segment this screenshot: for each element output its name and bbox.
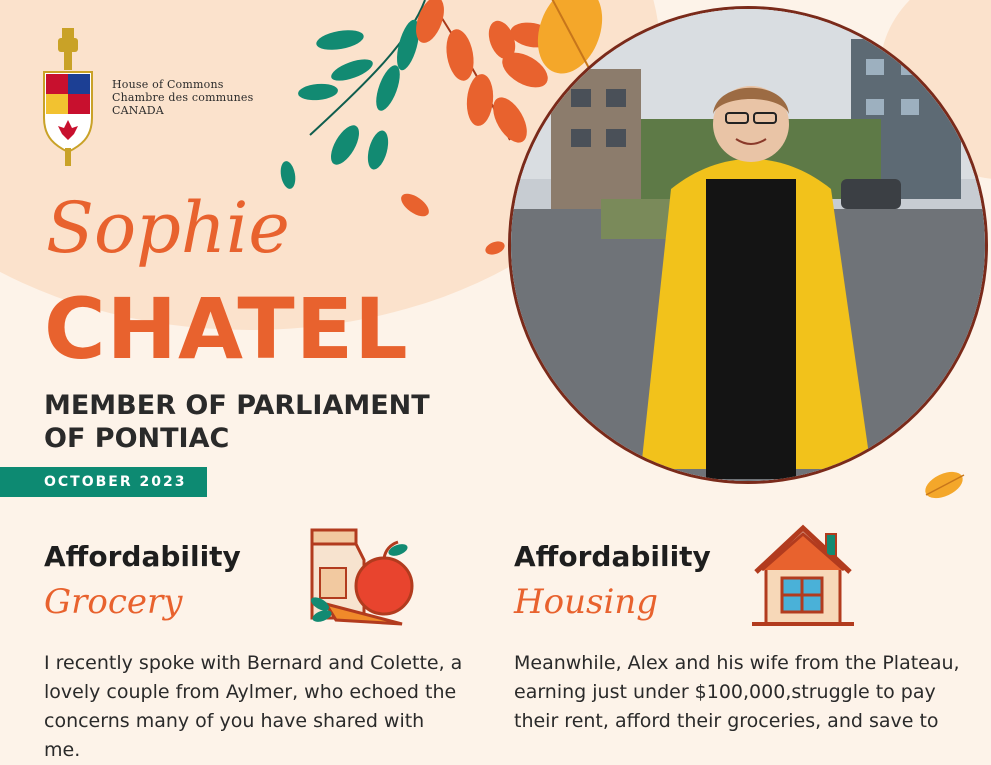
falling-leaf-icon xyxy=(484,239,507,257)
body-line: lovely couple from Aylmer, who echoed the xyxy=(44,681,457,703)
section-body-grocery xyxy=(44,649,464,765)
body-line: their rent, afford their groceries, and save to xyxy=(514,710,939,732)
body-line: earning just under $100,000,struggle to pay xyxy=(514,681,936,703)
member-first-name: Sophie xyxy=(46,187,290,269)
organization-name xyxy=(112,78,253,117)
photo-illustration xyxy=(511,9,988,484)
title-line-2: OF PONTIAC xyxy=(44,423,230,454)
org-line-english: House of Commons xyxy=(112,78,224,91)
member-title xyxy=(44,389,430,455)
member-photo xyxy=(508,6,988,484)
section-subheading-housing: Housing xyxy=(514,582,659,622)
section-subheading-grocery: Grocery xyxy=(44,582,183,622)
coat-of-arms-icon xyxy=(40,28,96,166)
falling-leaf-icon xyxy=(397,189,432,220)
section-heading-grocery: Affordability xyxy=(44,540,241,573)
section-body-housing xyxy=(514,649,974,736)
falling-leaf-icon xyxy=(920,465,970,505)
org-line-country: CANADA xyxy=(112,104,164,117)
orange-branch-icon xyxy=(411,0,556,148)
org-line-french: Chambre des communes xyxy=(112,91,254,104)
body-line: I recently spoke with Bernard and Colette, a xyxy=(44,652,463,674)
section-heading-housing: Affordability xyxy=(514,540,711,573)
body-line: Meanwhile, Alex and his wife from the Plateau, xyxy=(514,652,960,674)
member-last-name: CHATEL xyxy=(44,280,409,378)
house-icon xyxy=(748,520,858,630)
grocery-icon xyxy=(306,520,416,630)
green-branch-icon xyxy=(279,0,425,190)
body-line: concerns many of you have shared with me. xyxy=(44,710,425,761)
newsletter-date: OCTOBER 2023 xyxy=(44,474,187,490)
title-line-1: MEMBER OF PARLIAMENT xyxy=(44,390,430,421)
